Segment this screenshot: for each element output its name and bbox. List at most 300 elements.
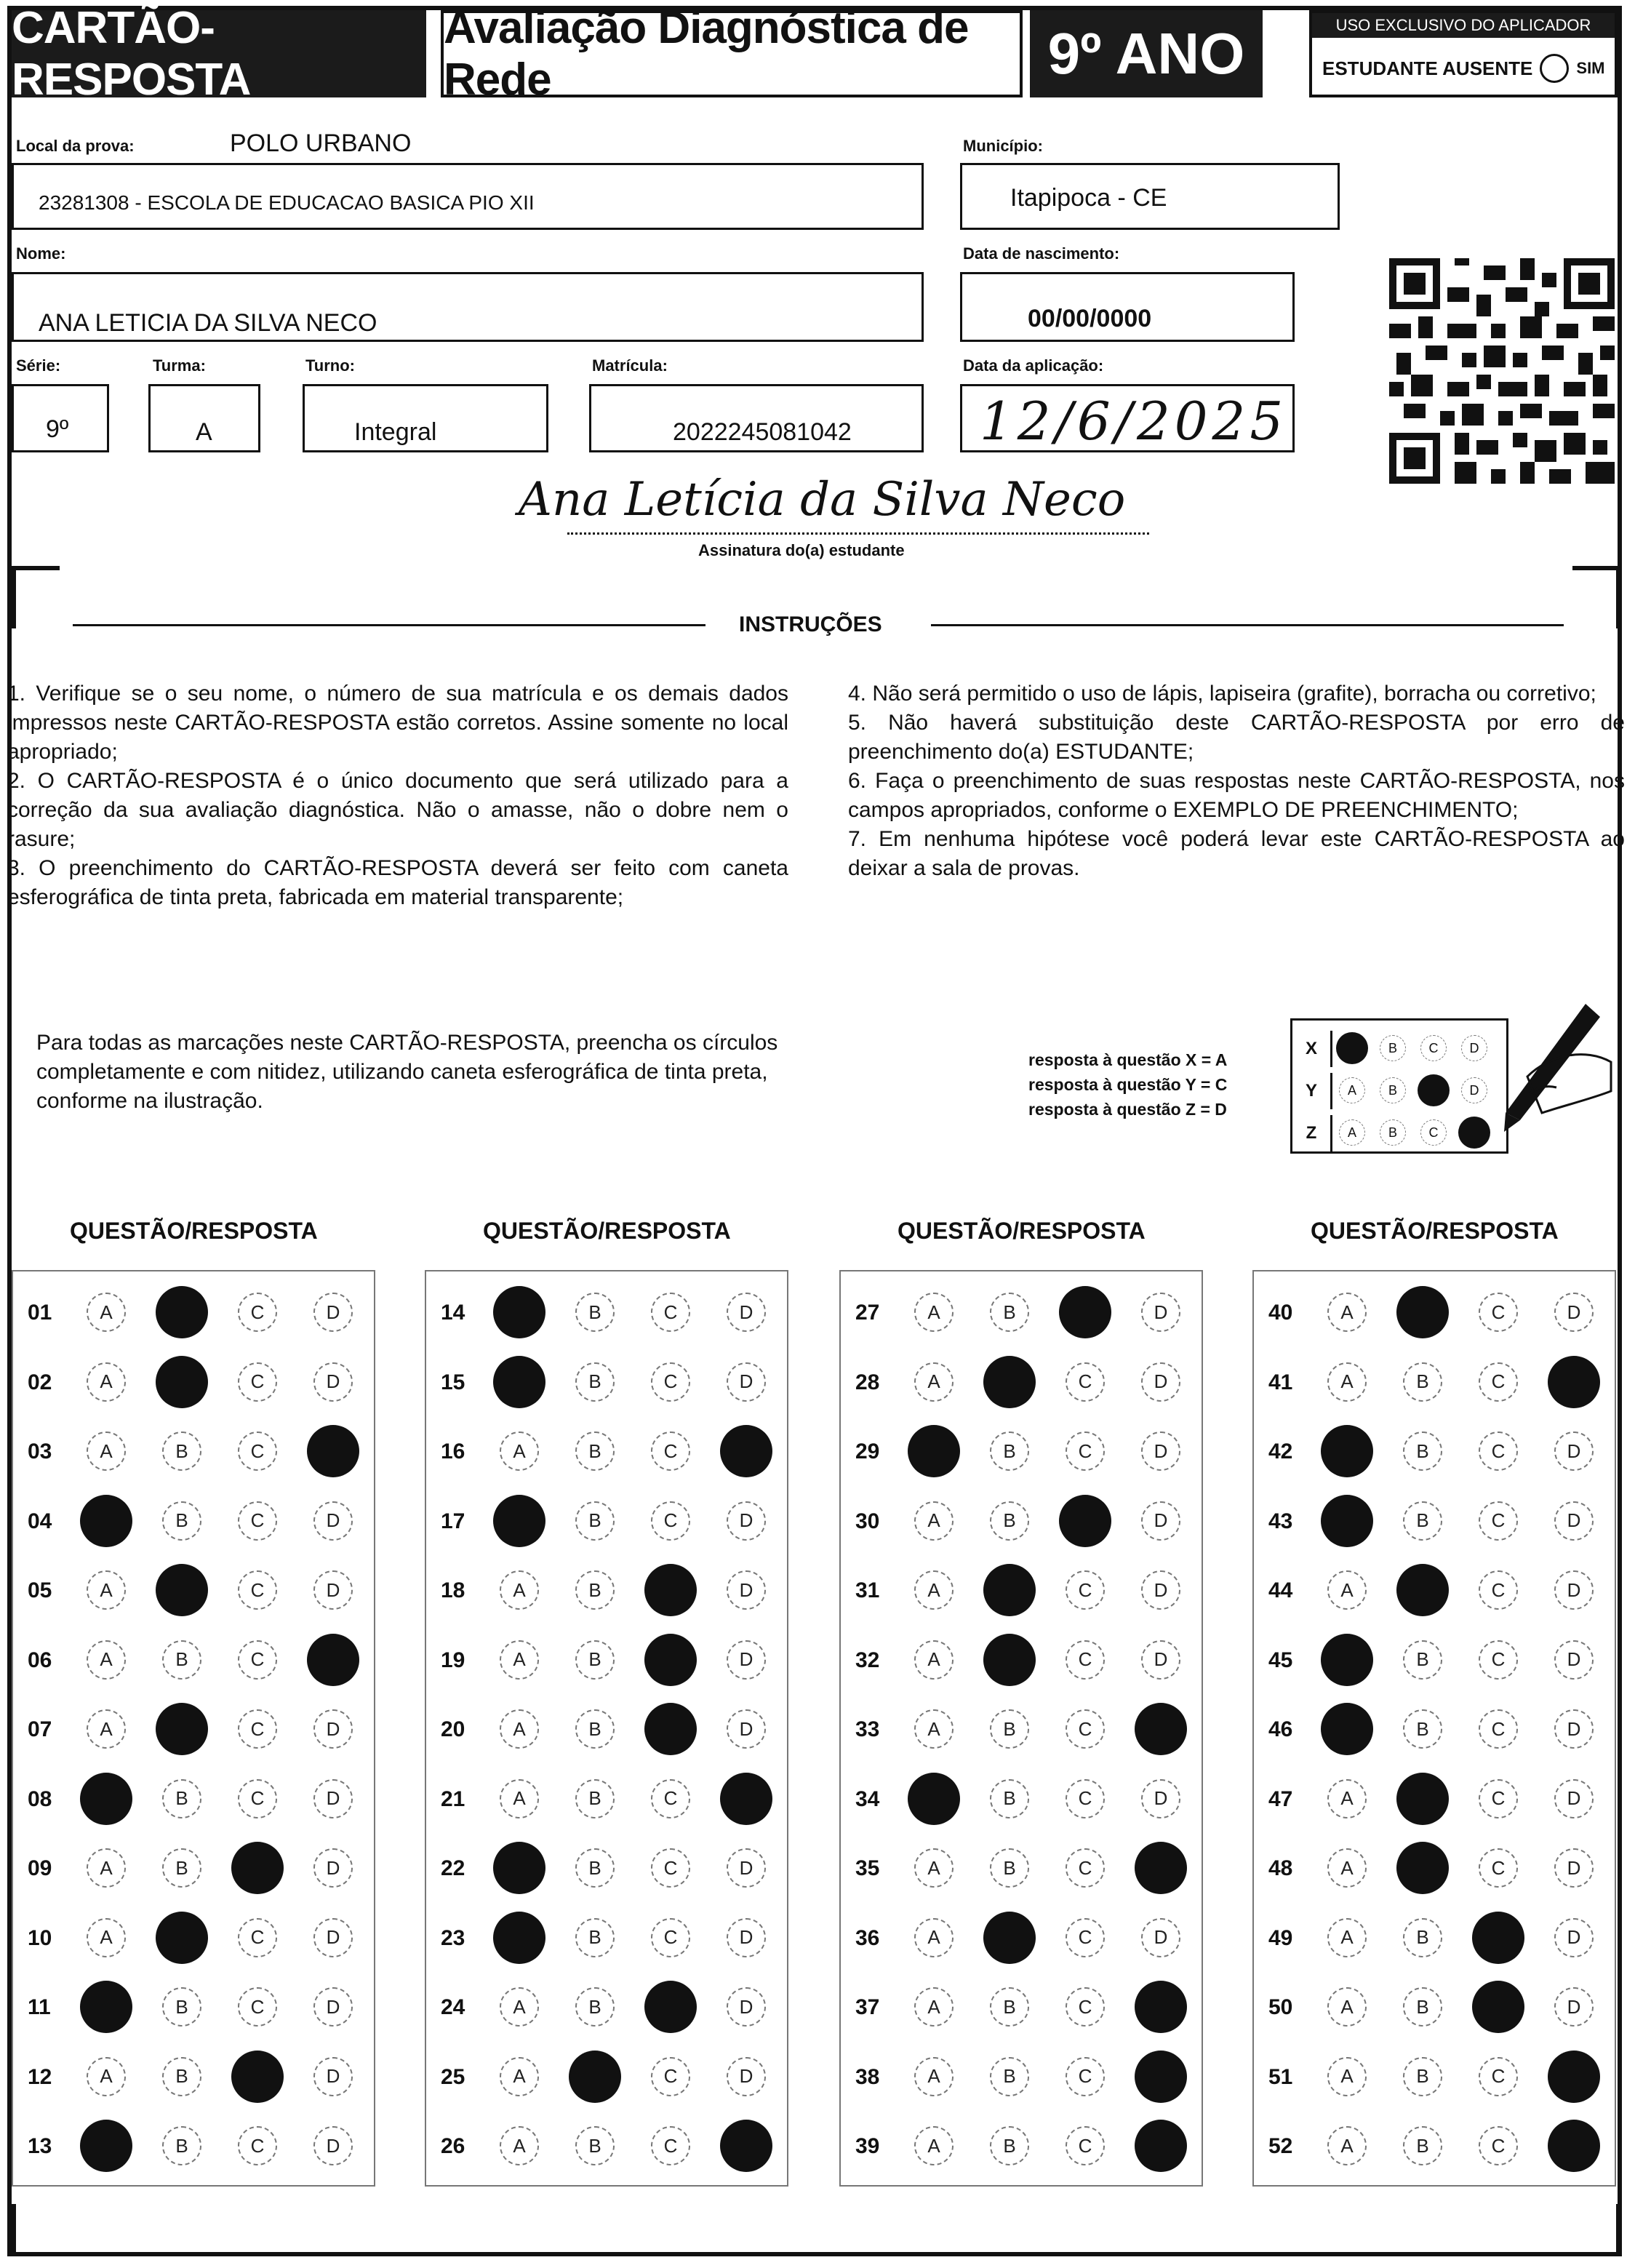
answer-bubble-c[interactable]: C: [651, 1432, 690, 1471]
answer-bubble-d[interactable]: D: [1554, 1709, 1594, 1749]
answer-bubble-c[interactable]: C: [651, 2126, 690, 2165]
answer-bubble-b[interactable]: B: [990, 2057, 1029, 2096]
answer-bubble-d[interactable]: D: [1554, 1848, 1594, 1888]
answer-row: [1254, 2053, 1618, 2100]
answer-row: [1254, 1706, 1618, 1752]
qr-code: [1389, 255, 1615, 487]
answer-bubble-b[interactable]: B: [990, 1779, 1029, 1818]
answer-bubble-c[interactable]: C: [238, 1293, 277, 1332]
example-bubble-c: [1418, 1074, 1450, 1106]
answer-bubble-b[interactable]: B: [1403, 1918, 1442, 1957]
answer-bubble-a[interactable]: A: [1327, 1362, 1367, 1402]
answer-bubble-c[interactable]: C: [1066, 1570, 1105, 1610]
answer-bubble-a[interactable]: A: [500, 1987, 539, 2027]
answer-bubble-b[interactable]: B: [162, 2057, 201, 2096]
answer-bubble-b[interactable]: B: [575, 1293, 615, 1332]
question-number: 13: [28, 2134, 52, 2158]
answer-bubble-c[interactable]: C: [1479, 1570, 1518, 1610]
answer-bubble-a[interactable]: A: [914, 1848, 954, 1888]
answer-bubble-c[interactable]: C: [651, 2057, 690, 2096]
answer-bubble-a[interactable]: [493, 1495, 545, 1547]
answer-bubble-c[interactable]: C: [238, 2126, 277, 2165]
answer-bubble-b[interactable]: B: [990, 1293, 1029, 1332]
turma-value: A: [196, 418, 212, 446]
answer-bubble-b[interactable]: B: [575, 1987, 615, 2027]
answer-bubble-c[interactable]: C: [1066, 1709, 1105, 1749]
answer-bubble-a[interactable]: A: [87, 1709, 126, 1749]
nome-label: Nome:: [16, 244, 66, 263]
answer-bubble-b[interactable]: B: [575, 1848, 615, 1888]
answer-bubble-c[interactable]: [1472, 1981, 1524, 2033]
answer-bubble-c[interactable]: [644, 1634, 697, 1686]
answer-bubble-d[interactable]: D: [313, 1709, 353, 1749]
answer-bubble-d[interactable]: D: [1141, 1918, 1180, 1957]
answer-bubble-c[interactable]: [1059, 1286, 1111, 1338]
example-bubble-c: C: [1420, 1119, 1447, 1146]
answer-bubble-c[interactable]: [1472, 1912, 1524, 1964]
answer-bubble-b[interactable]: B: [575, 1779, 615, 1818]
turno-value: Integral: [354, 418, 437, 446]
example-legend-x: resposta à questão X = A: [1028, 1050, 1228, 1069]
signature: Ana Letícia da Silva Neco: [518, 473, 1126, 527]
answer-bubble-b[interactable]: B: [575, 1918, 615, 1957]
answer-bubble-c[interactable]: C: [238, 1570, 277, 1610]
answer-bubble-d[interactable]: [1135, 2051, 1187, 2103]
answer-bubble-a[interactable]: A: [500, 1432, 539, 1471]
divider-left: [73, 624, 705, 626]
answer-bubble-d[interactable]: [1135, 1703, 1187, 1755]
answer-bubble-a[interactable]: [80, 1495, 132, 1547]
answer-bubble-c[interactable]: C: [1479, 1432, 1518, 1471]
answer-bubble-d[interactable]: [1548, 2051, 1600, 2103]
answer-row: [13, 1914, 377, 1961]
answer-bubble-c[interactable]: C: [651, 1362, 690, 1402]
answer-bubble-a[interactable]: [493, 1912, 545, 1964]
answer-bubble-b[interactable]: B: [575, 1709, 615, 1749]
answer-bubble-a[interactable]: A: [914, 1293, 954, 1332]
answer-bubble-b[interactable]: B: [1403, 1987, 1442, 2027]
nascimento-label: Data de nascimento:: [963, 244, 1120, 263]
answer-bubble-d[interactable]: D: [1554, 1501, 1594, 1541]
answer-bubble-c[interactable]: C: [1479, 1501, 1518, 1541]
school-value: 23281308 - ESCOLA DE EDUCACAO BASICA PIO XII: [39, 191, 535, 214]
instructions-right: 4. Não será permitido o uso de lápis, lapiseira (grafite), borracha ou corretivo; 5. Não haverá substituição deste CARTÃO-RESPOSTA por erro de preenchimento do(a) ESTUDANTE; 6. Faça o preenchimento de suas respostas neste CARTÃO-RESPOSTA, nos campos apropriados, conforme o EXEMPLO DE PREENCHIMENTO; 7. Em nenhuma hipótese você poderá levar este CARTÃO-RESPOSTA ao deixar a sala de provas.: [848, 682, 1625, 880]
answer-bubble-c[interactable]: C: [1479, 2057, 1518, 2096]
nome-value: ANA LETICIA DA SILVA NECO: [39, 309, 377, 337]
answer-bubble-a[interactable]: A: [914, 1709, 954, 1749]
answer-row: [1254, 2123, 1618, 2169]
answer-bubble-a[interactable]: [80, 1981, 132, 2033]
grade-label: 9º ANO: [1030, 10, 1263, 97]
answer-bubble-a[interactable]: A: [500, 2126, 539, 2165]
answer-row: [426, 1289, 790, 1335]
answer-bubble-a[interactable]: [1321, 1495, 1373, 1547]
answer-bubble-d[interactable]: D: [1141, 1640, 1180, 1680]
instructions-title: INSTRUÇÕES: [739, 612, 882, 636]
question-number: 07: [28, 1717, 52, 1741]
answer-bubble-a[interactable]: A: [914, 1987, 954, 2027]
question-number: 48: [1268, 1856, 1293, 1880]
answer-bubble-b[interactable]: B: [1403, 1362, 1442, 1402]
corner-mark-bl: [12, 2204, 60, 2256]
answer-row: [426, 1914, 790, 1961]
answer-bubble-d[interactable]: D: [1554, 1987, 1594, 2027]
answer-bubble-a[interactable]: A: [87, 1362, 126, 1402]
question-number: 27: [855, 1301, 880, 1325]
answer-column-title: QUESTÃO/RESPOSTA: [483, 1218, 731, 1244]
answer-bubble-a[interactable]: A: [500, 1640, 539, 1680]
answer-bubble-a[interactable]: A: [87, 2057, 126, 2096]
question-number: 14: [441, 1301, 465, 1325]
answer-bubble-a[interactable]: A: [1327, 1987, 1367, 2027]
pen-illustration: [1476, 997, 1615, 1142]
answer-bubble-b[interactable]: [983, 1356, 1036, 1408]
answer-bubble-b[interactable]: B: [1403, 1709, 1442, 1749]
answer-bubble-b[interactable]: B: [162, 2126, 201, 2165]
question-number: 23: [441, 1925, 465, 1950]
answer-bubble-c[interactable]: C: [1479, 1640, 1518, 1680]
answer-row: [426, 1776, 790, 1822]
answer-row: [426, 1706, 790, 1752]
question-number: 37: [855, 1995, 880, 2019]
answer-bubble-d[interactable]: [720, 1425, 772, 1477]
answer-bubble-d[interactable]: D: [313, 2057, 353, 2096]
answer-bubble-a[interactable]: A: [914, 1918, 954, 1957]
answer-row: [1254, 1914, 1618, 1961]
answer-bubble-d[interactable]: D: [313, 2126, 353, 2165]
answer-bubble-b[interactable]: B: [1403, 2126, 1442, 2165]
answer-bubble-d[interactable]: D: [1141, 1362, 1180, 1402]
answer-bubble-b[interactable]: [1396, 1286, 1449, 1338]
answer-row: [1254, 1359, 1618, 1405]
question-number: 01: [28, 1301, 52, 1325]
answer-bubble-b[interactable]: [156, 1703, 208, 1755]
example-bubble-a: [1336, 1032, 1368, 1064]
answer-bubble-d[interactable]: D: [1141, 1432, 1180, 1471]
answer-row: [426, 1984, 790, 2030]
question-number: 11: [28, 1995, 51, 2019]
answer-bubble-a[interactable]: [493, 1356, 545, 1408]
question-number: 43: [1268, 1509, 1293, 1533]
question-number: 33: [855, 1717, 880, 1741]
answer-bubble-c[interactable]: C: [238, 1501, 277, 1541]
answer-bubble-a[interactable]: [80, 1773, 132, 1825]
local-label: Local da prova:: [16, 137, 135, 155]
answer-bubble-a[interactable]: A: [914, 1362, 954, 1402]
answer-bubble-b[interactable]: [983, 1912, 1036, 1964]
answer-bubble-d[interactable]: [307, 1634, 359, 1686]
answer-bubble-c[interactable]: C: [1479, 1779, 1518, 1818]
answer-bubble-b[interactable]: B: [990, 1432, 1029, 1471]
answer-bubble-d[interactable]: [307, 1425, 359, 1477]
answer-bubble-d[interactable]: D: [313, 1293, 353, 1332]
answer-row: [841, 1776, 1204, 1822]
answer-bubble-d[interactable]: D: [727, 1987, 766, 2027]
answer-bubble-a[interactable]: A: [1327, 2057, 1367, 2096]
example-bubble-b: B: [1380, 1119, 1406, 1146]
answer-bubble-b[interactable]: B: [575, 1362, 615, 1402]
answer-row: [841, 1428, 1204, 1474]
answer-bubble-b[interactable]: B: [1403, 1432, 1442, 1471]
answer-bubble-c[interactable]: C: [651, 1779, 690, 1818]
answer-bubble-a[interactable]: A: [1327, 1570, 1367, 1610]
answer-bubble-c[interactable]: C: [1066, 1432, 1105, 1471]
answer-row: [1254, 1428, 1618, 1474]
answer-bubble-b[interactable]: B: [162, 1501, 201, 1541]
answer-bubble-c[interactable]: C: [238, 1779, 277, 1818]
answer-bubble-c[interactable]: C: [1479, 2126, 1518, 2165]
answer-row: [1254, 1289, 1618, 1335]
answer-bubble-d[interactable]: [1548, 2120, 1600, 2172]
serie-box: [12, 384, 109, 452]
answer-bubble-c[interactable]: C: [238, 1362, 277, 1402]
answer-column: [1252, 1270, 1616, 2187]
absent-bubble[interactable]: [1540, 54, 1569, 83]
answer-bubble-c[interactable]: C: [651, 1848, 690, 1888]
answer-bubble-d[interactable]: [1135, 2120, 1187, 2172]
answer-bubble-c[interactable]: C: [1479, 1848, 1518, 1888]
answer-bubble-a[interactable]: A: [500, 1570, 539, 1610]
answer-bubble-d[interactable]: D: [1141, 1501, 1180, 1541]
answer-bubble-a[interactable]: [908, 1773, 960, 1825]
answer-bubble-a[interactable]: A: [87, 1293, 126, 1332]
answer-bubble-c[interactable]: C: [238, 1709, 277, 1749]
absent-label: ESTUDANTE AUSENTE: [1322, 57, 1533, 79]
answer-bubble-c[interactable]: C: [651, 1501, 690, 1541]
answer-bubble-d[interactable]: D: [313, 1501, 353, 1541]
answer-bubble-a[interactable]: [908, 1425, 960, 1477]
answer-bubble-d[interactable]: D: [1554, 1293, 1594, 1332]
answer-bubble-a[interactable]: A: [914, 1570, 954, 1610]
answer-bubble-b[interactable]: B: [990, 1501, 1029, 1541]
answer-bubble-b[interactable]: [983, 1564, 1036, 1616]
absent-field: [1322, 54, 1605, 83]
answer-bubble-d[interactable]: D: [1554, 1570, 1594, 1610]
turma-box: [148, 384, 260, 452]
answer-bubble-c[interactable]: C: [651, 1918, 690, 1957]
answer-bubble-c[interactable]: C: [1479, 1709, 1518, 1749]
school-box: [12, 163, 924, 230]
signature-line: [567, 532, 1149, 535]
answer-bubble-c[interactable]: [644, 1981, 697, 2033]
question-number: 16: [441, 1440, 465, 1464]
answer-bubble-b[interactable]: B: [162, 1848, 201, 1888]
answer-bubble-b[interactable]: B: [1403, 2057, 1442, 2096]
answer-bubble-d[interactable]: D: [313, 1779, 353, 1818]
answer-bubble-c[interactable]: C: [1066, 2126, 1105, 2165]
answer-bubble-b[interactable]: B: [990, 2126, 1029, 2165]
question-number: 29: [855, 1440, 880, 1464]
answer-bubble-c[interactable]: C: [1066, 1362, 1105, 1402]
question-number: 41: [1268, 1370, 1293, 1394]
answer-bubble-a[interactable]: [493, 1842, 545, 1894]
answer-bubble-b[interactable]: B: [575, 2126, 615, 2165]
answer-bubble-d[interactable]: [720, 2120, 772, 2172]
answer-bubble-b[interactable]: B: [162, 1432, 201, 1471]
question-number: 24: [441, 1995, 465, 2019]
answer-row: [841, 1706, 1204, 1752]
answer-bubble-a[interactable]: [1321, 1634, 1373, 1686]
answer-bubble-a[interactable]: A: [500, 1779, 539, 1818]
answer-bubble-c[interactable]: C: [1066, 1848, 1105, 1888]
answer-bubble-a[interactable]: A: [87, 1432, 126, 1471]
answer-bubble-d[interactable]: D: [727, 1709, 766, 1749]
answer-bubble-d[interactable]: D: [1554, 1918, 1594, 1957]
answer-bubble-a[interactable]: A: [1327, 2126, 1367, 2165]
aplicacao-label: Data da aplicação:: [963, 356, 1104, 375]
answer-bubble-c[interactable]: [1059, 1495, 1111, 1547]
answer-bubble-a[interactable]: [493, 1286, 545, 1338]
answer-bubble-b[interactable]: [156, 1912, 208, 1964]
answer-bubble-c[interactable]: C: [1066, 1918, 1105, 1957]
question-number: 02: [28, 1370, 52, 1394]
answer-bubble-d[interactable]: D: [313, 1918, 353, 1957]
answer-bubble-d[interactable]: D: [727, 1293, 766, 1332]
answer-bubble-b[interactable]: [156, 1564, 208, 1616]
answer-bubble-b[interactable]: B: [162, 1779, 201, 1818]
answer-row: [841, 1567, 1204, 1613]
answer-bubble-c[interactable]: [644, 1564, 697, 1616]
answer-bubble-a[interactable]: A: [1327, 1918, 1367, 1957]
answer-bubble-c[interactable]: C: [238, 1640, 277, 1680]
nascimento-box: [960, 272, 1295, 342]
answer-column-title: QUESTÃO/RESPOSTA: [898, 1218, 1146, 1244]
answer-row: [1254, 1984, 1618, 2030]
question-number: 31: [855, 1578, 880, 1602]
answer-bubble-a[interactable]: A: [914, 1640, 954, 1680]
signature-area: [465, 466, 1178, 553]
answer-bubble-d[interactable]: D: [1554, 1779, 1594, 1818]
question-number: 03: [28, 1440, 52, 1464]
answer-bubble-b[interactable]: B: [162, 1640, 201, 1680]
answer-bubble-b[interactable]: B: [1403, 1501, 1442, 1541]
answer-bubble-c[interactable]: [644, 1703, 697, 1755]
answer-bubble-d[interactable]: D: [1554, 1432, 1594, 1471]
example-bubble-b: B: [1380, 1035, 1406, 1061]
answer-bubble-b[interactable]: B: [575, 1432, 615, 1471]
answer-row: [841, 1845, 1204, 1891]
answer-bubble-d[interactable]: [1135, 1981, 1187, 2033]
answer-bubble-c[interactable]: C: [1066, 1640, 1105, 1680]
answer-bubble-d[interactable]: D: [727, 1640, 766, 1680]
answer-bubble-c[interactable]: [231, 1842, 284, 1894]
answer-bubble-d[interactable]: D: [1141, 1779, 1180, 1818]
answer-bubble-d[interactable]: D: [313, 1570, 353, 1610]
answer-bubble-d[interactable]: [1135, 1842, 1187, 1894]
answer-bubble-c[interactable]: C: [1066, 1987, 1105, 2027]
question-number: 10: [28, 1925, 52, 1950]
question-number: 32: [855, 1648, 880, 1672]
answer-row: [13, 1845, 377, 1891]
answer-bubble-d[interactable]: D: [313, 1362, 353, 1402]
answer-row: [1254, 1498, 1618, 1544]
answer-bubble-d[interactable]: D: [727, 1918, 766, 1957]
answer-bubble-a[interactable]: A: [500, 2057, 539, 2096]
answer-bubble-c[interactable]: C: [1479, 1293, 1518, 1332]
answer-bubble-d[interactable]: D: [1554, 1640, 1594, 1680]
answer-bubble-a[interactable]: [1321, 1703, 1373, 1755]
answer-bubble-c[interactable]: C: [1066, 1779, 1105, 1818]
answer-row: [841, 2053, 1204, 2100]
exam-title: Avaliação Diagnóstica de Rede: [441, 10, 1023, 97]
question-number: 30: [855, 1509, 880, 1533]
question-number: 08: [28, 1786, 52, 1811]
answer-bubble-d[interactable]: D: [313, 1848, 353, 1888]
answer-bubble-a[interactable]: A: [914, 1501, 954, 1541]
answer-bubble-c[interactable]: [231, 2051, 284, 2103]
answer-bubble-a[interactable]: A: [87, 1640, 126, 1680]
answer-bubble-d[interactable]: [720, 1773, 772, 1825]
answer-row: [13, 2123, 377, 2169]
matricula-box: [589, 384, 924, 452]
answer-row: [13, 1706, 377, 1752]
answer-bubble-d[interactable]: D: [727, 1501, 766, 1541]
answer-bubble-d[interactable]: D: [727, 1362, 766, 1402]
question-number: 35: [855, 1856, 880, 1880]
answer-bubble-b[interactable]: B: [162, 1987, 201, 2027]
answer-bubble-c[interactable]: C: [238, 1918, 277, 1957]
answer-bubble-d[interactable]: D: [727, 1570, 766, 1610]
answer-bubble-a[interactable]: [80, 2120, 132, 2172]
answer-bubble-b[interactable]: [1396, 1773, 1449, 1825]
answer-bubble-b[interactable]: B: [575, 1501, 615, 1541]
example-bubble-a: A: [1339, 1077, 1365, 1103]
answer-bubble-b[interactable]: [156, 1356, 208, 1408]
question-number: 22: [441, 1856, 465, 1880]
answer-bubble-a[interactable]: A: [87, 1848, 126, 1888]
answer-bubble-a[interactable]: A: [914, 2126, 954, 2165]
answer-bubble-b[interactable]: B: [990, 1848, 1029, 1888]
answer-bubble-d[interactable]: D: [727, 2057, 766, 2096]
question-number: 05: [28, 1578, 52, 1602]
answer-row: [1254, 1845, 1618, 1891]
answer-row: [841, 1498, 1204, 1544]
answer-bubble-c[interactable]: C: [238, 1987, 277, 2027]
answer-bubble-a[interactable]: A: [500, 1709, 539, 1749]
answer-bubble-a[interactable]: A: [1327, 1848, 1367, 1888]
answer-bubble-c[interactable]: C: [238, 1432, 277, 1471]
example-row-label: Y: [1292, 1073, 1332, 1109]
answer-bubble-a[interactable]: A: [1327, 1293, 1367, 1332]
answer-bubble-b[interactable]: B: [990, 1987, 1029, 2027]
answer-bubble-c[interactable]: C: [1066, 2057, 1105, 2096]
answer-row: [426, 1637, 790, 1683]
answer-bubble-a[interactable]: [1321, 1425, 1373, 1477]
answer-bubble-b[interactable]: B: [575, 1640, 615, 1680]
turno-label: Turno:: [305, 356, 356, 375]
answer-bubble-c[interactable]: C: [1479, 1362, 1518, 1402]
answer-bubble-b[interactable]: B: [990, 1709, 1029, 1749]
answer-bubble-d[interactable]: D: [1141, 1293, 1180, 1332]
answer-bubble-b[interactable]: B: [575, 1570, 615, 1610]
answer-bubble-b[interactable]: [569, 2051, 621, 2103]
answer-bubble-b[interactable]: B: [1403, 1640, 1442, 1680]
answer-bubble-d[interactable]: [1548, 1356, 1600, 1408]
answer-bubble-a[interactable]: A: [914, 2057, 954, 2096]
answer-bubble-b[interactable]: [983, 1634, 1036, 1686]
answer-bubble-a[interactable]: A: [87, 1570, 126, 1610]
answer-bubble-b[interactable]: [1396, 1564, 1449, 1616]
answer-bubble-c[interactable]: C: [651, 1293, 690, 1332]
answer-bubble-b[interactable]: [1396, 1842, 1449, 1894]
answer-bubble-b[interactable]: [156, 1286, 208, 1338]
answer-bubble-d[interactable]: D: [313, 1987, 353, 2027]
question-number: 21: [441, 1786, 465, 1811]
answer-bubble-d[interactable]: D: [727, 1848, 766, 1888]
answer-bubble-d[interactable]: D: [1141, 1570, 1180, 1610]
answer-bubble-a[interactable]: A: [87, 1918, 126, 1957]
answer-bubble-a[interactable]: A: [1327, 1779, 1367, 1818]
